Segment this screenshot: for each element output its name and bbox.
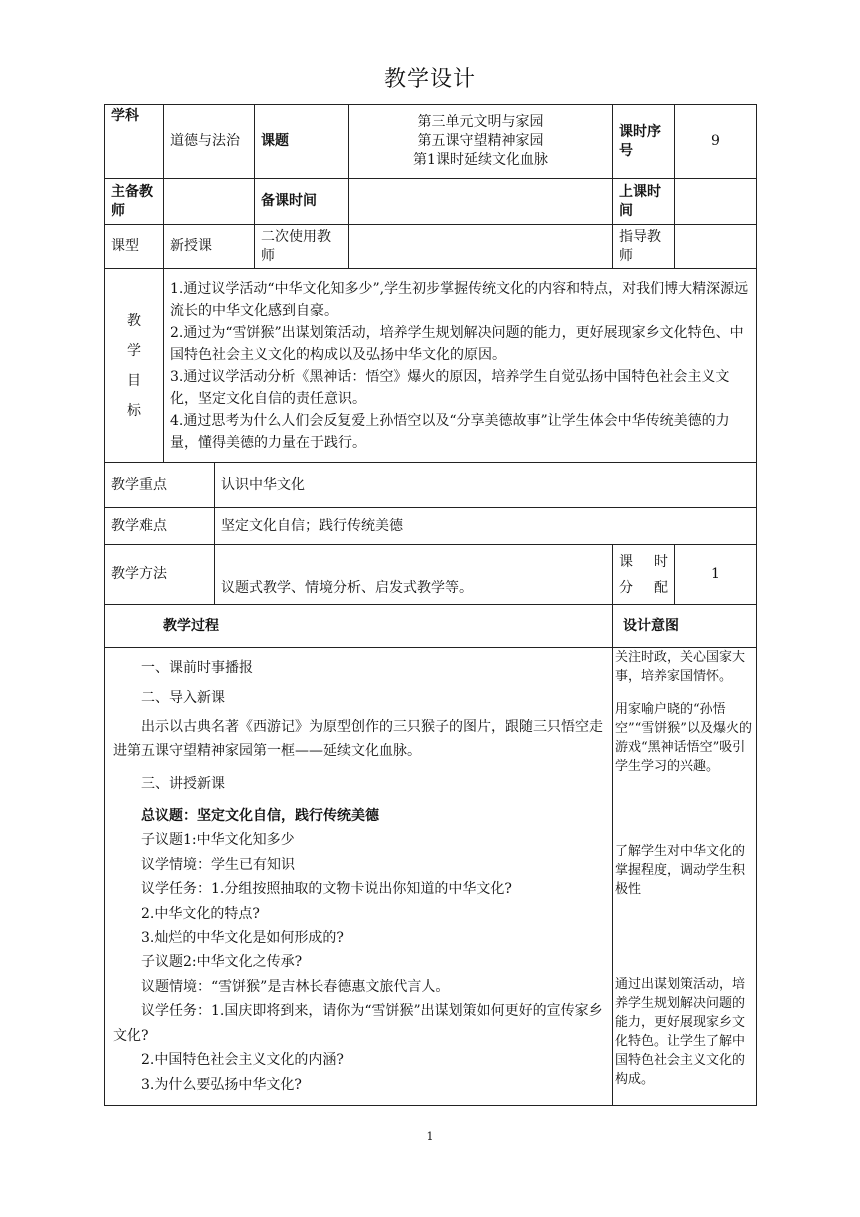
goals-label-char: 学	[127, 342, 141, 359]
process-header: 教学过程	[105, 605, 613, 648]
lesson-type-value: 新授课	[164, 225, 255, 269]
class-time-value	[675, 179, 757, 225]
time-allocation-line	[619, 575, 668, 601]
topic-value	[349, 105, 613, 179]
second-use-teacher-label: 二次使用教师	[255, 225, 349, 269]
goals-label	[105, 269, 164, 463]
alloc-char: 时	[654, 553, 668, 570]
subject-value: 道德与法治	[164, 105, 255, 179]
time-allocation-value: 1	[675, 545, 757, 605]
lead-teacher-value	[164, 179, 255, 225]
process-line: 2.中华文化的特点?	[141, 905, 260, 922]
process-line: 出示以古典名著《西游记》为原型创作的三只猴子的图片，跟随三只悟空走进第五课守望精神家园第一框——延续文化血脉。	[113, 718, 603, 760]
process-line: 一、课前时事播报	[141, 660, 253, 676]
prep-time-label: 备课时间	[255, 179, 349, 225]
lead-teacher-label: 主备教师	[105, 179, 164, 225]
lesson-number-value: 9	[675, 105, 757, 179]
process-line: 子议题2:中华文化之传承?	[141, 954, 303, 971]
alloc-char: 配	[654, 579, 668, 596]
process-line: 3.为什么要弘扬中华文化?	[141, 1076, 302, 1093]
page-number: 1	[426, 1130, 434, 1143]
difficulty-label: 教学难点	[105, 508, 215, 545]
key-point-label: 教学重点	[105, 463, 215, 508]
intent-content	[613, 648, 757, 1106]
time-allocation-line	[619, 549, 668, 575]
process-line: 三、讲授新课	[141, 775, 225, 792]
goals-content	[164, 269, 757, 463]
intent-item: 了解学生对中华文化的掌握程度，调动学生积极性	[615, 844, 746, 897]
guide-teacher-value	[675, 225, 757, 269]
class-time-label: 上课时间	[613, 179, 675, 225]
document-title: 教学设计	[383, 67, 476, 92]
process-line: 3.灿烂的中华文化是如何形成的?	[141, 930, 344, 947]
process-line: 议学任务：1.国庆即将到来，请你为“雪饼猴”出谋划策如何更好的宣传家乡文化?	[113, 1003, 603, 1044]
process-line: 议学情境：学生已有知识	[141, 856, 295, 873]
goal-item: 1.通过议学活动“中华文化知多少”,学生初步掌握传统文化的内容和特点，对我们博大精深源远流长的中华文化感到自豪。	[170, 280, 749, 319]
intent-item: 关注时政，关心国家大事，培养家国情怀。	[615, 650, 746, 684]
topic-line: 第三单元文明与家园	[417, 114, 544, 130]
key-point-value: 认识中华文化	[215, 463, 757, 508]
lesson-type-label: 课型	[105, 225, 164, 269]
process-line: 总议题：坚定文化自信，践行传统美德	[141, 808, 379, 825]
guide-teacher-label: 指导教师	[613, 225, 675, 269]
process-content	[105, 648, 613, 1106]
prep-time-value	[349, 179, 613, 225]
goals-label-char: 目	[127, 372, 141, 389]
process-line: 子议题1:中华文化知多少	[141, 832, 295, 849]
process-line: 议题情境：“雪饼猴”是吉林长春德惠文旅代言人。	[141, 978, 450, 995]
process-line: 二、导入新课	[141, 690, 225, 707]
time-allocation-label	[613, 545, 675, 605]
topic-line: 第五课守望精神家园	[417, 133, 544, 149]
method-label: 教学方法	[105, 545, 215, 605]
goal-item: 2.通过为“雪饼猴”出谋划策活动，培养学生规划解决问题的能力，更好展现家乡文化特色、中国特色社会主义文化的构成以及弘扬中华文化的原因。	[170, 324, 744, 363]
intent-item: 通过出谋划策活动，培养学生规划解决问题的能力，更好展现家乡文化特色。让学生了解中国特色社会主义文化的构成。	[615, 977, 746, 1087]
goal-item: 3.通过议学活动分析《黑神话：悟空》爆火的原因，培养学生自觉弘扬中国特色社会主义文化，坚定文化自信的责任意识。	[170, 368, 730, 407]
goals-label-char: 标	[127, 402, 141, 419]
goal-item: 4.通过思考为什么人们会反复爱上孙悟空以及“分享美德故事”让学生体会中华传统美德的力量，懂得美德的力量在于践行。	[170, 412, 730, 451]
process-line: 2.中国特色社会主义文化的内涵?	[141, 1052, 344, 1069]
topic-label: 课题	[255, 105, 349, 179]
difficulty-value: 坚定文化自信；践行传统美德	[215, 508, 757, 545]
intent-header: 设计意图	[613, 605, 757, 648]
intent-item: 用家喻户晓的“孙悟空”“雪饼猴”以及爆火的游戏“黑神话悟空”吸引学生学习的兴趣。	[615, 702, 752, 774]
method-value: 议题式教学、情境分析、启发式教学等。	[215, 545, 613, 605]
lesson-number-label: 课时序号	[613, 105, 675, 179]
topic-line: 第1课时延续文化血脉	[413, 152, 548, 168]
process-line: 议学任务：1.分组按照抽取的文物卡说出你知道的中华文化?	[141, 881, 512, 898]
second-use-teacher-value	[349, 225, 613, 269]
lesson-plan-table	[104, 104, 757, 1106]
goals-label-char: 教	[127, 312, 141, 329]
alloc-char: 分	[619, 579, 633, 596]
alloc-char: 课	[619, 553, 633, 570]
subject-label: 学科	[105, 105, 164, 179]
